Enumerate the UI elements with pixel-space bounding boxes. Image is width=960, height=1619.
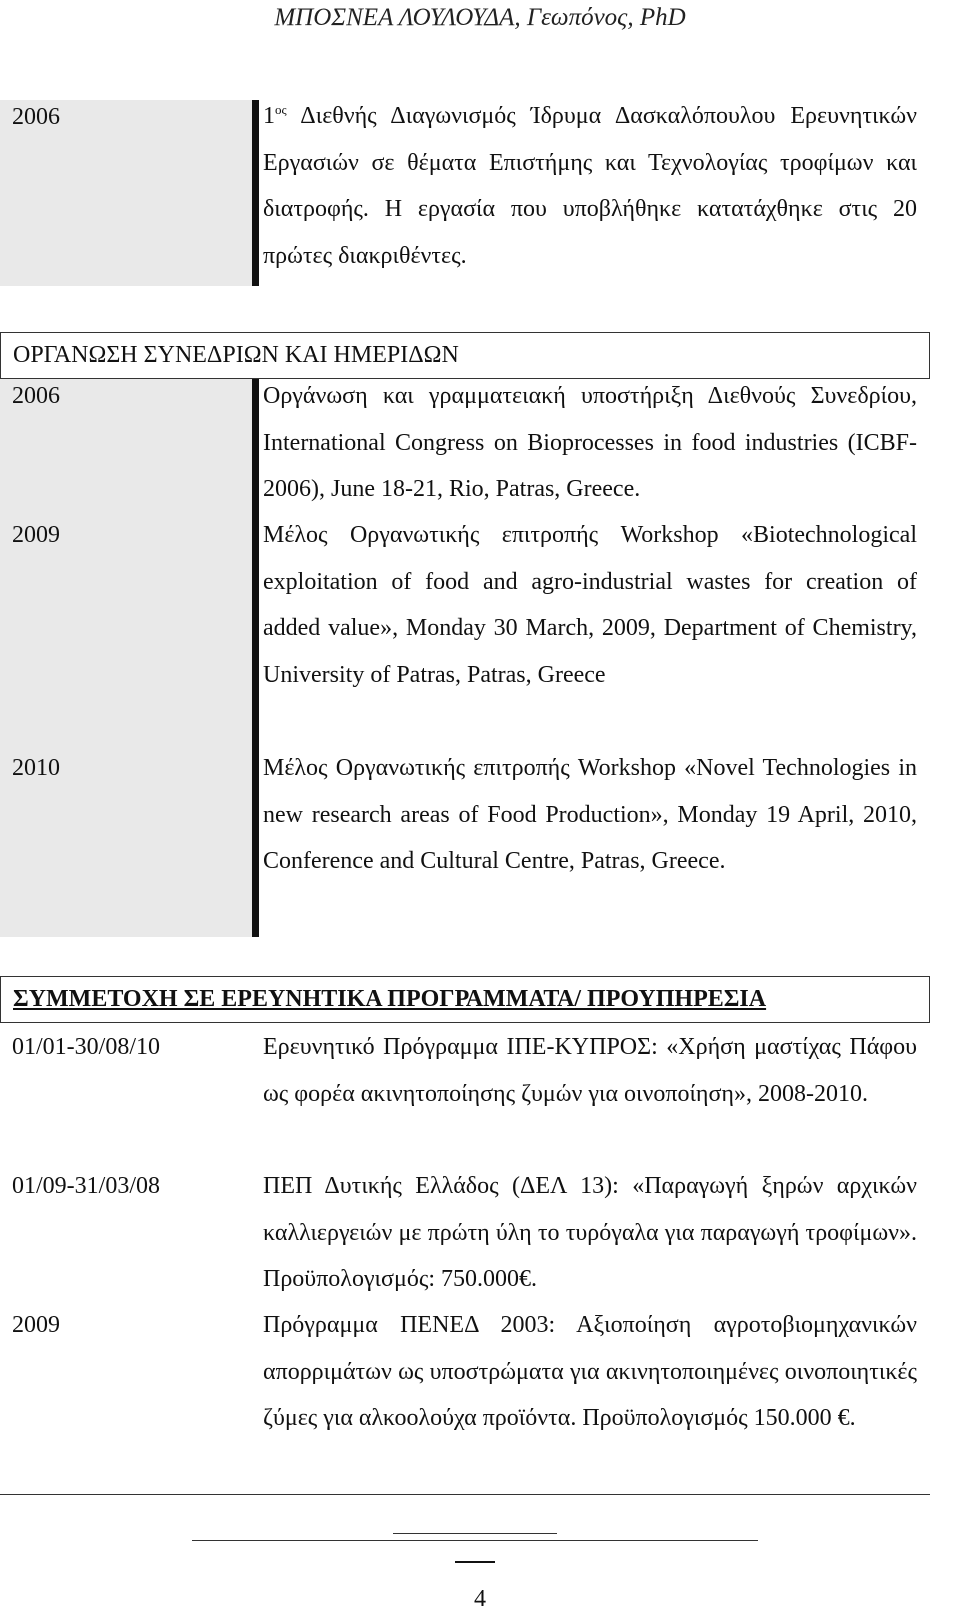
vertical-rule <box>252 379 259 937</box>
entry-text: Ερευνητικό Πρόγραμμα ΙΠΕ-ΚΥΠΡΟΣ: «Χρήση μαστίχας Πάφου ως φορέα ακινητοποίησης ζυμών για οινοποίηση», 2008-2010. <box>263 1034 917 1107</box>
entry-text: Οργάνωση και γραμματειακή υποστήριξη Διεθνούς Συνεδρίου, International Congress on Bioprocesses in food industries (ICBF-2006), June 18-21, Rio, Patras, Greece. <box>263 383 917 502</box>
entry-year: 2009 <box>12 522 60 548</box>
footer-rule <box>192 1540 758 1541</box>
entry-year: 2006 <box>12 383 60 409</box>
footer-rule <box>455 1561 495 1563</box>
research-title: ΣΥΜΜΕΤΟΧΗ ΣΕ ΕΡΕΥΝΗΤΙΚΑ ΠΡΟΓΡΑΜΜΑΤΑ/ ΠΡΟΥΠΗΡΕΣΙΑ <box>0 976 930 1023</box>
entry-text: Μέλος Οργανωτικής επιτροπής Workshop «Novel Technologies in new research areas of Food Production», Monday 19 April, 2010, Conference and Cultural Centre, Patras, Greece. <box>263 755 917 874</box>
entry-text: ΠΕΠ Δυτικής Ελλάδος (ΔΕΛ 13): «Παραγωγή ξηρών αρχικών καλλιεργειών με πρώτη ύλη το τυρόγαλα για παραγωγή τροφίμων». Προϋπολογισμός: 750.000€. <box>263 1173 917 1292</box>
entry-text: Μέλος Οργανωτικής επιτροπής Workshop «Biotechnological exploitation of food and agro-industrial wastes for creation of added value», Monday 30 March, 2009, Department of Chemistry, University of Patras, Patras, Greece <box>263 522 917 688</box>
award-text: $1^{o\varsigma}$ Διεθνής Διαγωνισμός Ίδρυμα Δασκαλόπουλου Ερευνητικών Εργασιών σε θέματα Επιστήμης και Τεχνολογίας τροφίμων και διατροφής. Η εργασία που υποβλήθηκε κατατάχθηκε στις 20 πρώτες διακριθέντες. <box>263 102 917 269</box>
vertical-rule <box>252 100 259 286</box>
entry-period: 2009 <box>12 1312 60 1338</box>
year-column <box>0 379 252 937</box>
entry-period: 01/01-30/08/10 <box>12 1034 160 1060</box>
award-year: 2006 <box>12 104 60 130</box>
page-header: ΜΠΟΣΝΕΑ ΛΟΥΛΟΥΔΑ, Γεωπόνος, PhD <box>274 4 686 31</box>
entry-text: Πρόγραμμα ΠΕΝΕΔ 2003: Αξιοποίηση αγροτοβιομηχανικών απορριμάτων ως υποστρώματα για ακινητοποιημένες οινοποιητικές ζύμες για αλκοολούχα προϊόντα. Προϋπολογισμός 150.000 €. <box>263 1312 917 1431</box>
organization-title: ΟΡΓΑΝΩΣΗ ΣΥΝΕΔΡΙΩΝ ΚΑΙ ΗΜΕΡΙΔΩΝ <box>0 332 930 379</box>
section-bottom-line <box>0 1494 930 1495</box>
page-number: 4 <box>474 1586 486 1612</box>
award-ordinal: $1^{o\varsigma}$ <box>263 102 287 129</box>
entry-period: 01/09-31/03/08 <box>12 1173 160 1199</box>
footer-rule <box>393 1533 557 1534</box>
entry-year: 2010 <box>12 755 60 781</box>
